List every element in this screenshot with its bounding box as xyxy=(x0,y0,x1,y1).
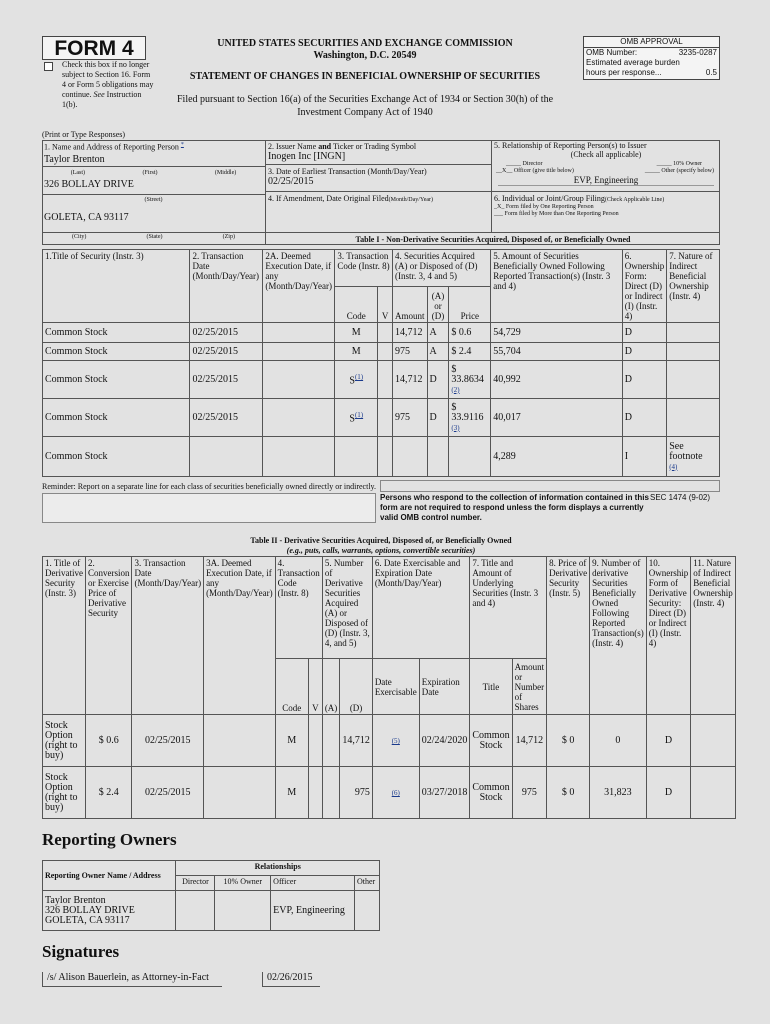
agency-location: Washington, D.C. 20549 xyxy=(313,50,417,61)
t1-cell-v xyxy=(378,437,393,477)
t2-cell-expiration xyxy=(419,715,470,767)
sec-code: SEC 1474 (9-02) xyxy=(650,493,711,502)
box1-label: 1. Name and Address of Reporting Person xyxy=(44,142,179,152)
ro-other xyxy=(354,891,379,931)
t1-amount: 14,712 xyxy=(395,373,423,385)
t1-cell-code xyxy=(335,437,378,477)
t1-cell-date xyxy=(190,343,263,361)
notice-box xyxy=(380,480,720,492)
officer-option[interactable]: __X__ Officer (give title below) xyxy=(496,168,574,174)
t1-h5: 5. Amount of Securities Beneficially Owned Following Reported Transaction(s) (Instr. 3 and 4) xyxy=(491,250,622,323)
t1-aord: D xyxy=(429,411,437,423)
t2-code: M xyxy=(287,786,297,798)
t1-cell-code xyxy=(335,399,378,437)
t2-h5: 5. Number of Derivative Securities Acquired (A) or Disposed of (D) (Instr. 3, 4, and 5) xyxy=(322,557,372,659)
owner10-option[interactable]: _____ 10% Owner xyxy=(656,161,702,167)
t1-sub-aord: (A) or (D) xyxy=(427,287,449,323)
t2-h2: 2. Conversion or Exercise Price of Derivative Security xyxy=(85,557,132,715)
t2-h7: 7. Title and Amount of Underlying Securities (Instr. 3 and 4) xyxy=(470,557,547,659)
print-type-note: (Print or Type Responses) xyxy=(42,130,126,139)
box3 xyxy=(266,165,492,192)
t1-cell-owned xyxy=(491,361,622,399)
t2-date: 02/25/2015 xyxy=(144,734,191,746)
t2-d: 14,712 xyxy=(342,734,370,746)
t2-code: M xyxy=(287,734,297,746)
t2-cell-price xyxy=(547,767,590,819)
t1-date: 02/25/2015 xyxy=(192,411,239,423)
t1-cell-aord xyxy=(427,399,449,437)
t1-cell-title xyxy=(43,361,190,399)
t1-cell-aord xyxy=(427,361,449,399)
t2-cell-date xyxy=(132,767,204,819)
t1-code: M xyxy=(351,345,361,357)
earliest-date: 02/25/2015 xyxy=(268,176,314,187)
t1-date: 02/25/2015 xyxy=(192,373,239,385)
t2-d: 975 xyxy=(354,786,370,798)
officer-title: EVP, Engineering xyxy=(498,175,714,186)
t1-code: S xyxy=(349,375,355,387)
city-state-zip-labels: (City) (State) (Zip) xyxy=(42,232,266,245)
t1-cell-date xyxy=(190,437,263,477)
box6-line2[interactable]: ___ Form filed by More than One Reporting Person xyxy=(494,211,619,217)
signature-name: /s/ Alison Bauerlein, as Attorney-in-Fact xyxy=(42,972,222,987)
box6-label: 6. Individual or Joint/Group Filing xyxy=(494,194,605,203)
t2-h11: 11. Nature of Indirect Beneficial Ownership (Instr. 4) xyxy=(691,557,735,715)
t2-price: $ 0 xyxy=(561,734,575,746)
ro-row xyxy=(43,891,380,931)
t1-sub-v: V xyxy=(378,287,393,323)
statement-title: STATEMENT OF CHANGES IN BENEFICIAL OWNERSHIP OF SECURITIES xyxy=(189,71,541,82)
t1-code-footnote[interactable]: (1) xyxy=(354,411,364,420)
t1-form: D xyxy=(624,326,632,338)
t1-price: $ 2.4 xyxy=(451,345,472,357)
t2-exercisable-footnote[interactable]: (6) xyxy=(391,789,400,797)
t1-cell-amount xyxy=(393,323,428,343)
t2-cell-v xyxy=(308,767,322,819)
box1-footnote[interactable]: * xyxy=(180,142,184,148)
t2-h1: 1. Title of Derivative Security (Instr. 3) xyxy=(43,557,86,715)
t1-owned: 4,289 xyxy=(493,450,516,462)
t2-cell-u-amount xyxy=(512,715,547,767)
t1-owned: 54,729 xyxy=(493,326,521,338)
t1-amount: 975 xyxy=(395,345,411,357)
t1-owned: 55,704 xyxy=(493,345,521,357)
form-title-box xyxy=(42,36,146,60)
t1-cell-aord xyxy=(427,343,449,361)
t1-price-footnote[interactable]: (2) xyxy=(451,385,460,394)
t1-price: $ 0.6 xyxy=(451,326,472,338)
t1-form: D xyxy=(624,345,632,357)
table2-title: Table II - Derivative Securities Acquired, Disposed of, or Beneficially Owned xyxy=(250,536,512,545)
t2-h3: 3. Transaction Date (Month/Day/Year) xyxy=(132,557,204,715)
t1-cell-owned xyxy=(491,343,622,361)
t2-cell-a xyxy=(322,767,340,819)
reminder: Reminder: Report on a separate line for each class of securities beneficially owned directly or indirectly. xyxy=(42,482,377,491)
reporter-name: Taylor Brenton xyxy=(44,153,105,165)
t1-form: D xyxy=(624,411,632,423)
t2-cell-form xyxy=(646,767,691,819)
t1-cell-amount xyxy=(393,343,428,361)
street-label: (Street) xyxy=(42,194,265,204)
t2-title: Stock Option (right to buy) xyxy=(45,771,78,813)
no-longer-subject-checkbox[interactable] xyxy=(44,62,53,71)
t2-cell-conv xyxy=(85,767,132,819)
ro-col-other: Other xyxy=(354,876,379,891)
t1-cell-date xyxy=(190,323,263,343)
persons-notice: Persons who respond to the collection of information contained in this form are not required to respond unless the form displays a currently valid OMB control number. xyxy=(380,493,649,522)
t1-cell-form xyxy=(622,437,667,477)
reporter-street: 326 BOLLAY DRIVE xyxy=(44,178,134,190)
t2-cell-d xyxy=(340,767,373,819)
t1-cell-title xyxy=(43,399,190,437)
checkbox-text: Check this box if no longer subject to Section 16. Form 4 or Form 5 obligations may continue. See Instruction 1(b). xyxy=(62,60,154,109)
t1-cell-aord xyxy=(427,323,449,343)
t1-code: S xyxy=(349,413,355,425)
box5-label: 5. Relationship of Reporting Person(s) to Issuer xyxy=(494,141,647,150)
t2-conv: $ 0.6 xyxy=(98,734,119,746)
t2-cell-code xyxy=(275,715,308,767)
t1-cell-v xyxy=(378,361,393,399)
t2-h9: 9. Number of derivative Securities Beneficially Owned Following Reported Transaction(s) (Instr. 4) xyxy=(590,557,647,715)
t1-cell-form xyxy=(622,323,667,343)
t2-conv: $ 2.4 xyxy=(98,786,119,798)
t1-cell-deemed xyxy=(263,343,335,361)
box6-line1[interactable]: _X_ Form filed by One Reporting Person xyxy=(494,204,594,210)
t2-cell-deemed xyxy=(204,767,276,819)
t1-cell-price xyxy=(449,343,491,361)
ro-col-officer: Officer xyxy=(271,876,355,891)
omb-approval-box xyxy=(583,36,720,80)
omb-number-row: OMB Number: 3235-0287 xyxy=(586,48,717,57)
t1-cell-deemed xyxy=(263,437,335,477)
t1-cell-nature xyxy=(667,323,720,343)
t2-sub-a: (A) xyxy=(322,659,340,715)
t1-title: Common Stock xyxy=(45,326,108,338)
t1-cell-deemed xyxy=(263,399,335,437)
filed-pursuant-line2: Investment Company Act of 1940 xyxy=(297,107,433,118)
t1-title: Common Stock xyxy=(45,411,108,423)
ro-col-director: Director xyxy=(176,876,215,891)
t2-price: $ 0 xyxy=(561,786,575,798)
t2-cell-owned xyxy=(590,715,647,767)
ro-owner-street: 326 BOLLAY DRIVE xyxy=(45,904,135,916)
t2-cell-a xyxy=(322,715,340,767)
t2-cell-form xyxy=(646,715,691,767)
t1-h4: 4. Securities Acquired (A) or Disposed of (D) (Instr. 3, 4 and 5) xyxy=(393,250,491,287)
t1-cell-owned xyxy=(491,323,622,343)
t1-cell-price xyxy=(449,437,491,477)
t1-cell-title xyxy=(43,323,190,343)
t1-h2a: 2A. Deemed Execution Date, if any (Month/Day/Year) xyxy=(263,250,335,323)
t2-cell-deemed xyxy=(204,715,276,767)
name-labels: (Last) (First) (Middle) xyxy=(42,166,265,177)
t2-h6: 6. Date Exercisable and Expiration Date (Month/Day/Year) xyxy=(372,557,470,659)
t1-cell-deemed xyxy=(263,323,335,343)
t2-sub-expiration: Expiration Date xyxy=(419,659,470,715)
t1-aord: A xyxy=(429,345,437,357)
t1-title: Common Stock xyxy=(45,450,108,462)
t1-h2: 2. Transaction Date (Month/Day/Year) xyxy=(190,250,263,323)
table2-row xyxy=(43,767,736,819)
t1-h6: 6. Ownership Form: Direct (D) or Indirect (I) (Instr. 4) xyxy=(622,250,667,323)
t1-cell-code xyxy=(335,361,378,399)
t2-sub-amount: Amount or Number of Shares xyxy=(512,659,547,715)
box4: 4. If Amendment, Date Original Filed(Month/Day/Year) xyxy=(266,192,492,232)
t2-date: 02/25/2015 xyxy=(144,786,191,798)
signature-date: 02/26/2015 xyxy=(262,972,320,987)
t1-title: Common Stock xyxy=(45,345,108,357)
t2-u-amount: 975 xyxy=(521,786,537,798)
table1-row xyxy=(43,323,720,343)
t1-date: 02/25/2015 xyxy=(192,326,239,338)
omb-title: OMB APPROVAL xyxy=(584,37,719,48)
t2-cell-nature xyxy=(691,767,735,819)
t2-sub-v: V xyxy=(308,659,322,715)
t2-h8: 8. Price of Derivative Security (Instr. 5) xyxy=(547,557,590,715)
t1-cell-form xyxy=(622,399,667,437)
ro-director xyxy=(176,891,215,931)
t2-cell-title xyxy=(43,715,86,767)
ro-owner-cell xyxy=(43,891,176,931)
t1-nature: See footnote xyxy=(669,440,703,462)
t1-cell-deemed xyxy=(263,361,335,399)
t1-cell-code xyxy=(335,343,378,361)
t1-price: $ 33.9116 xyxy=(451,401,484,423)
t1-amount: 975 xyxy=(395,411,411,423)
t1-h1: 1.Title of Security (Instr. 3) xyxy=(43,250,190,323)
t1-cell-date xyxy=(190,361,263,399)
table2-subtitle: (e.g., puts, calls, warrants, options, convertible securities) xyxy=(286,546,476,555)
t1-nature-footnote[interactable]: (4) xyxy=(669,462,678,471)
t1-cell-v xyxy=(378,323,393,343)
t2-h4: 4. Transaction Code (Instr. 8) xyxy=(275,557,322,659)
issuer-name: Inogen Inc [INGN] xyxy=(268,151,346,162)
t1-amount: 14,712 xyxy=(395,326,423,338)
t2-sub-code: Code xyxy=(275,659,308,715)
filed-pursuant-line1: Filed pursuant to Section 16(a) of the Securities Exchange Act of 1934 or Section 30(h) of the xyxy=(176,94,554,105)
t1-aord: A xyxy=(429,326,437,338)
ro-col-relationships: Relationships xyxy=(176,861,380,876)
t1-cell-price xyxy=(449,323,491,343)
signatures-heading: Signatures xyxy=(42,942,120,961)
table1-row xyxy=(43,437,720,477)
t1-cell-title xyxy=(43,437,190,477)
t1-form: D xyxy=(624,373,632,385)
t2-form: D xyxy=(664,734,673,746)
t2-cell-nature xyxy=(691,715,735,767)
reporter-city: GOLETA, CA 93117 xyxy=(44,211,129,223)
t1-cell-title xyxy=(43,343,190,361)
form-title: FORM 4 xyxy=(54,37,134,60)
table1-row xyxy=(43,343,720,361)
t1-cell-v xyxy=(378,399,393,437)
t2-h10: 10. Ownership Form of Derivative Security: Direct (D) or Indirect (I) (Instr. 4) xyxy=(646,557,691,715)
t2-cell-exercisable xyxy=(372,767,419,819)
box3-label: 3. Date of Earliest Transaction (Month/Day/Year) xyxy=(268,167,427,176)
t1-cell-date xyxy=(190,399,263,437)
t2-cell-v xyxy=(308,715,322,767)
t2-cell-expiration xyxy=(419,767,470,819)
ro-col-name: Reporting Owner Name / Address xyxy=(43,861,176,891)
t1-cell-price xyxy=(449,399,491,437)
ro-col-owner: 10% Owner xyxy=(215,876,271,891)
t2-cell-u-title xyxy=(470,767,512,819)
t2-u-title: Common Stock xyxy=(472,729,510,751)
t1-aord: D xyxy=(429,373,437,385)
t2-cell-price xyxy=(547,715,590,767)
t1-cell-owned xyxy=(491,399,622,437)
t2-u-title: Common Stock xyxy=(472,781,510,803)
t2-cell-owned xyxy=(590,767,647,819)
t2-expiration: 02/24/2020 xyxy=(421,734,468,746)
ro-owner10 xyxy=(215,891,271,931)
box6: 6. Individual or Joint/Group Filing(Check Applicable Line) _X_ Form filed by One Reporting Person ___ Form filed by More than One Reporting Person xyxy=(492,192,720,232)
t1-cell-code xyxy=(335,323,378,343)
t2-cell-date xyxy=(132,715,204,767)
t1-cell-form xyxy=(622,343,667,361)
table1-row xyxy=(43,399,720,437)
t2-expiration: 03/27/2018 xyxy=(421,786,468,798)
t1-cell-amount xyxy=(393,361,428,399)
t2-cell-code xyxy=(275,767,308,819)
t1-cell-nature xyxy=(667,343,720,361)
omb-hours-row: hours per response... 0.5 xyxy=(586,68,717,77)
agency-name: UNITED STATES SECURITIES AND EXCHANGE COMMISSION xyxy=(217,38,513,49)
t1-price-footnote[interactable]: (3) xyxy=(451,423,460,432)
t1-cell-nature xyxy=(667,361,720,399)
table2 xyxy=(42,556,736,819)
t2-u-amount: 14,712 xyxy=(515,734,544,746)
t1-cell-nature xyxy=(667,437,720,477)
t2-form: D xyxy=(664,786,673,798)
t1-date: 02/25/2015 xyxy=(192,345,239,357)
table1-title: Table I - Non-Derivative Securities Acquired, Disposed of, or Beneficially Owned xyxy=(266,232,720,245)
box5-sub: (Check all applicable) xyxy=(570,150,642,159)
t2-cell-u-title xyxy=(470,715,512,767)
t2-sub-exercisable: Date Exercisable xyxy=(372,659,419,715)
t1-title: Common Stock xyxy=(45,373,108,385)
reminder-box xyxy=(42,493,376,523)
t1-sub-code: Code xyxy=(335,287,378,323)
t1-code: M xyxy=(351,326,361,338)
t2-owned: 31,823 xyxy=(604,786,632,798)
t1-cell-amount xyxy=(393,437,428,477)
t1-cell-owned xyxy=(491,437,622,477)
omb-burden: Estimated average burden xyxy=(586,58,680,67)
t2-cell-d xyxy=(340,715,373,767)
table2-row xyxy=(43,715,736,767)
t1-form: I xyxy=(624,450,629,462)
t2-h3a: 3A. Deemed Execution Date, if any (Month/Day/Year) xyxy=(204,557,276,715)
t1-cell-price xyxy=(449,361,491,399)
table1 xyxy=(42,249,720,477)
t1-sub-price: Price xyxy=(449,287,491,323)
reporting-owners-table xyxy=(42,860,380,931)
t1-owned: 40,992 xyxy=(493,373,521,385)
t2-exercisable-footnote[interactable]: (5) xyxy=(391,737,400,745)
reporting-owners-heading: Reporting Owners xyxy=(42,830,177,849)
t2-cell-conv xyxy=(85,715,132,767)
t1-code-footnote[interactable]: (1) xyxy=(354,373,364,382)
other-option[interactable]: _____ Other (specify below) xyxy=(644,168,714,174)
table1-row xyxy=(43,361,720,399)
ro-owner-city: GOLETA, CA 93117 xyxy=(45,914,130,926)
t2-sub-d: (D) xyxy=(340,659,373,715)
t2-cell-u-amount xyxy=(512,767,547,819)
box5 xyxy=(492,140,720,192)
t1-cell-aord xyxy=(427,437,449,477)
box1 xyxy=(42,140,266,232)
t1-cell-form xyxy=(622,361,667,399)
ro-owner-name: Taylor Brenton xyxy=(45,894,106,906)
table1-header-row xyxy=(43,250,720,287)
t2-owned: 0 xyxy=(615,734,621,746)
t2-title: Stock Option (right to buy) xyxy=(45,719,78,761)
t1-cell-v xyxy=(378,343,393,361)
table2-header-row xyxy=(43,557,736,659)
t2-cell-title xyxy=(43,767,86,819)
t1-h3: 3. Transaction Code (Instr. 8) xyxy=(335,250,393,287)
t1-sub-amount: Amount xyxy=(393,287,428,323)
box2: 2. Issuer Name and Ticker or Trading Symbol Inogen Inc [INGN] xyxy=(266,140,492,165)
t2-cell-exercisable xyxy=(372,715,419,767)
t2-sub-title: Title xyxy=(470,659,512,715)
director-option[interactable]: _____ Director xyxy=(506,161,543,167)
ro-officer: EVP, Engineering xyxy=(271,891,355,931)
t1-cell-amount xyxy=(393,399,428,437)
t1-owned: 40,017 xyxy=(493,411,521,423)
t1-h7: 7. Nature of Indirect Beneficial Ownership (Instr. 4) xyxy=(667,250,720,323)
t1-price: $ 33.8634 xyxy=(451,363,484,385)
t1-cell-nature xyxy=(667,399,720,437)
